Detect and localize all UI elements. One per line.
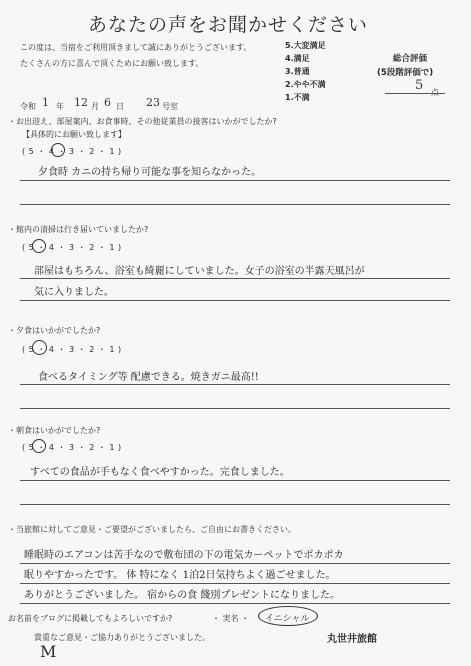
room-unit: 号室 <box>162 102 178 111</box>
scale-2: 2.やや不満 <box>285 80 326 89</box>
date-day-unit: 日 <box>116 102 124 111</box>
q5-line-3 <box>20 603 450 604</box>
q5-question: ・当旅館に対してご意見・ご要望がございましたら、ご自由にお書きください。 <box>8 525 296 534</box>
q4-comment-1: すべての食品が手もなく食べやすかった。完食しました。 <box>30 467 290 478</box>
scale-3: 3.普通 <box>285 67 310 76</box>
score-underline <box>385 93 445 94</box>
q1-question: ・お出迎え、部屋案内、お食事時、その他従業員の接客はいかがでしたか? <box>8 117 277 126</box>
q3-line-1 <box>20 384 450 385</box>
q2-rating: ( 5 ・ 4 ・ 3 ・ 2 ・ 1 ) <box>22 243 122 252</box>
overall-score-unit: 点 <box>431 88 439 97</box>
date-day: 6 <box>104 96 111 109</box>
intro-line-2: たくさんの方に喜んで頂くためにお願い致します。 <box>20 59 204 68</box>
date-month: 12 <box>74 96 88 109</box>
scale-1: 1.不満 <box>285 93 310 102</box>
q5-comment-3: ありがとうございました。 宿からの食 餞別プレゼントになりました。 <box>24 590 340 601</box>
q3-question: ・夕食はいかがでしたか? <box>8 326 101 335</box>
q5-line-1 <box>20 563 450 564</box>
q1-line-1 <box>20 180 450 181</box>
intro-line-1: この度は、当宿をご利用頂きまして誠にありがとうございます。 <box>20 43 252 52</box>
room-number: 23 <box>146 96 160 109</box>
q5-comment-1: 睡眠時のエアコンは苦手なので敷布団の下の電気カーペットでポカポカ <box>24 550 344 561</box>
thanks-text: 貴重なご意見・ご協力ありがとうございました。 <box>34 633 210 642</box>
q4-selected-circle <box>32 439 46 453</box>
q1-selected-circle <box>51 143 65 157</box>
q1-rating: ( 5 ・ 4 ・ 3 ・ 2 ・ 1 ) <box>22 147 122 156</box>
q2-line-2 <box>20 300 450 301</box>
name-choice: イニシャル <box>265 614 310 624</box>
q2-comment-2: 気に入りました。 <box>34 287 114 298</box>
date-year-unit: 年 <box>56 102 64 111</box>
q3-selected-circle <box>32 340 47 355</box>
q3-line-2 <box>20 408 450 409</box>
q2-selected-circle <box>32 239 46 253</box>
q1-line-2 <box>20 204 450 205</box>
name-choice-circle <box>258 606 318 626</box>
q4-line-2 <box>20 504 450 505</box>
scale-5: 5.大変満足 <box>285 41 326 50</box>
q1-sub: 【具体的にお願い致します】 <box>22 130 126 139</box>
q1-comment-1: 夕食時 カニの持ち帰り可能な事を知らなかった。 <box>38 167 262 178</box>
scale-4: 4.満足 <box>285 54 310 63</box>
q3-comment-1: 食べるタイミング等 配慮できる。焼きガニ最高!! <box>38 372 259 383</box>
q5-comment-2: 眠りやすかったです。 体 特になく 1泊2日気持ちよく過ごせました。 <box>24 570 336 581</box>
date-era: 令和 <box>20 102 36 111</box>
date-year: 1 <box>42 96 49 109</box>
inn-name: 丸世井旅館 <box>327 634 377 645</box>
q5-line-2 <box>20 583 450 584</box>
overall-score-label: 総合評価 <box>393 54 428 64</box>
overall-score-value: 5 <box>415 78 424 93</box>
blog-question: お名前をブログに掲載してもよろしいですか? <box>8 614 173 623</box>
overall-score-sublabel: (5段階評価で) <box>377 68 434 78</box>
q2-question: ・館内の清掃は行き届いていましたか? <box>8 225 149 234</box>
name-label: ・ 実名 ・ <box>212 614 250 623</box>
form-title: あなたの声をお聞かせください <box>88 14 369 36</box>
q2-comment-1: 部屋はもちろん、浴室も綺麗にしていました。女子の浴室の半露天風呂が <box>34 266 365 277</box>
signature: M <box>40 642 57 661</box>
q2-line-1 <box>20 278 450 279</box>
q4-rating: ( 5 ・ 4 ・ 3 ・ 2 ・ 1 ) <box>22 443 122 452</box>
date-month-unit: 月 <box>91 102 99 111</box>
q4-question: ・朝食はいかがでしたか? <box>8 426 101 435</box>
q3-rating: ( 5 ・ 4 ・ 3 ・ 2 ・ 1 ) <box>22 345 122 354</box>
q4-line-1 <box>20 480 450 481</box>
